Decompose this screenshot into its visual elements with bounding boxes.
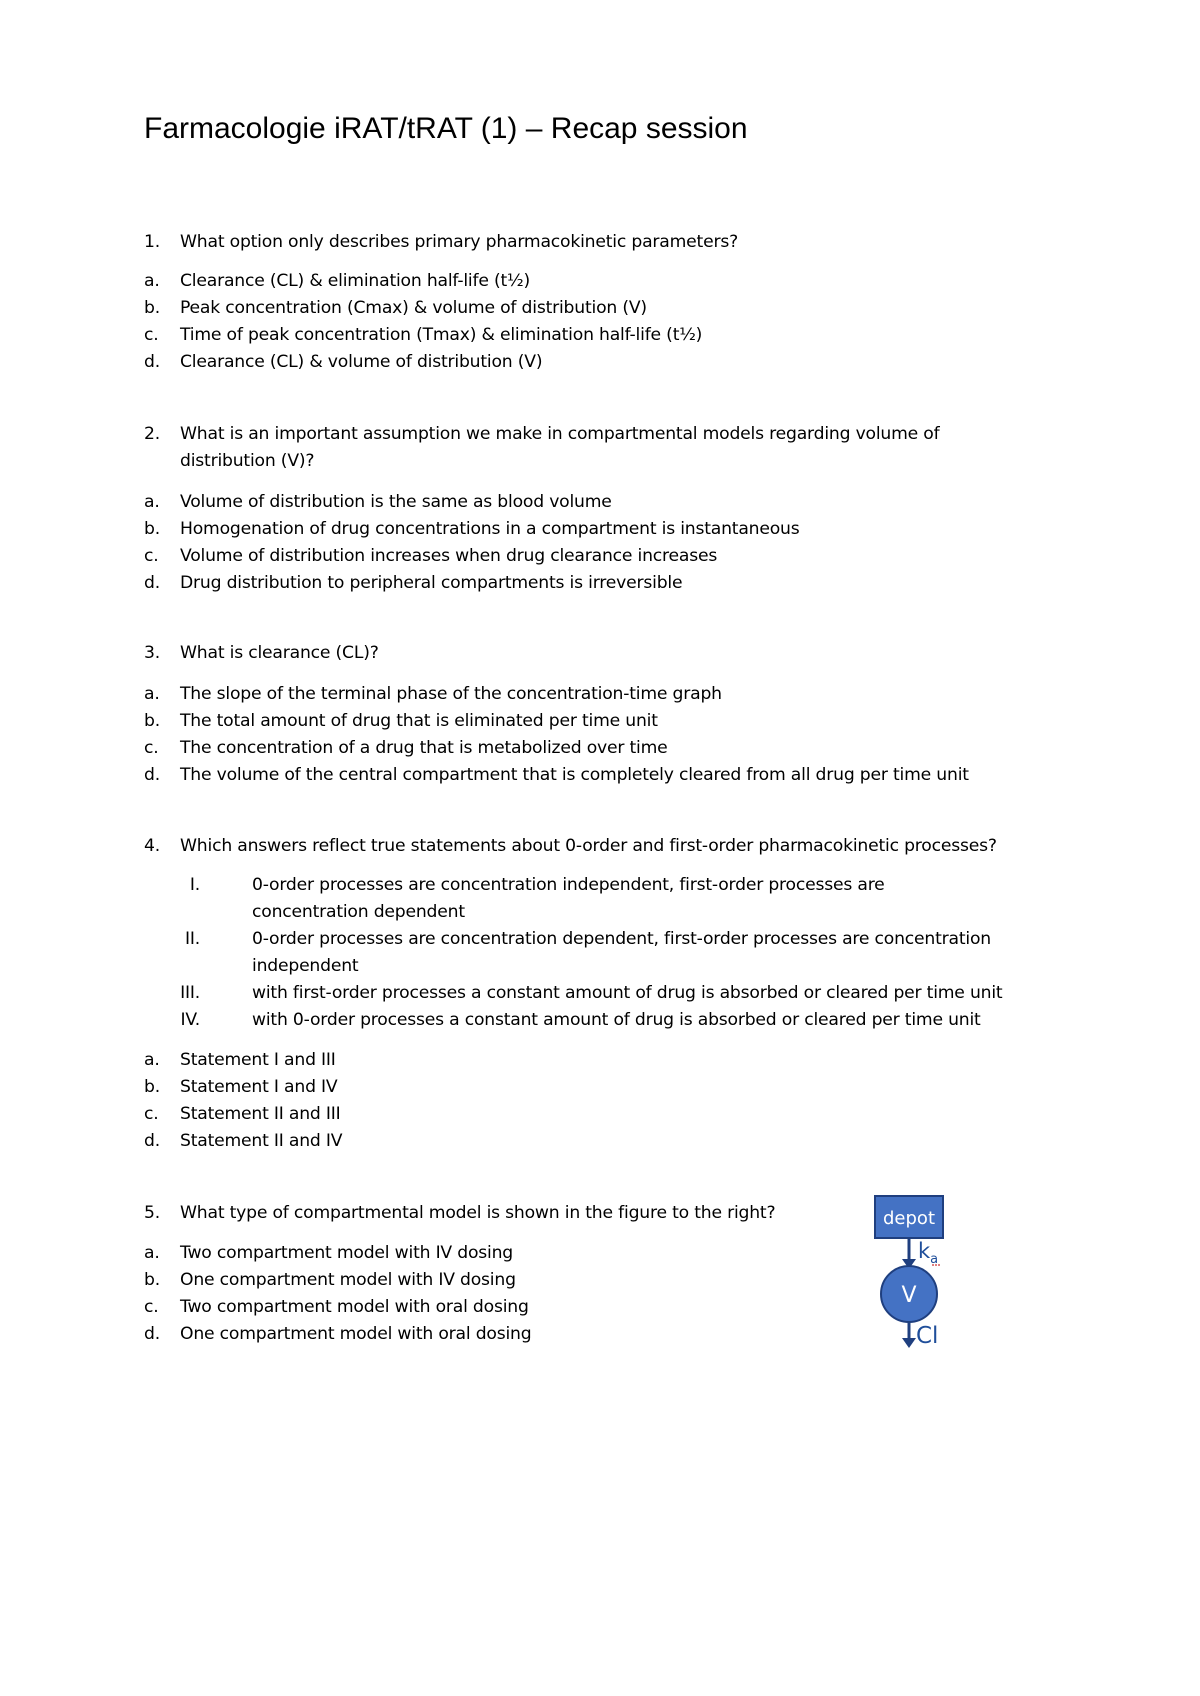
- option-marker: b.: [144, 1270, 160, 1290]
- question-number: 4.: [144, 836, 160, 856]
- option-marker: b.: [144, 519, 160, 539]
- option-marker: a.: [144, 684, 160, 704]
- clearance-label: Cl: [916, 1323, 939, 1349]
- page-title: Farmacologie iRAT/tRAT (1) – Recap session: [144, 112, 748, 145]
- question-number: 5.: [144, 1203, 160, 1223]
- option-text: Peak concentration (Cmax) & volume of distribution (V): [180, 298, 647, 318]
- clearance-arrowhead: [902, 1338, 916, 1348]
- option-text: The concentration of a drug that is metabolized over time: [180, 738, 668, 758]
- statement-marker: III.: [180, 983, 200, 1003]
- question-text: What option only describes primary pharmacokinetic parameters?: [180, 232, 738, 252]
- option-text: Statement I and IV: [180, 1077, 338, 1097]
- option-marker: b.: [144, 711, 160, 731]
- rate-subscript: a: [930, 1252, 939, 1267]
- option-text: Homogenation of drug concentrations in a compartment is instantaneous: [180, 519, 800, 539]
- option-text: The volume of the central compartment that is completely cleared from all drug per time unit: [180, 765, 969, 785]
- option-marker: c.: [144, 325, 159, 345]
- option-text: Statement II and IV: [180, 1131, 343, 1151]
- compartment-model-diagram: [872, 1193, 982, 1353]
- question-text: What is clearance (CL)?: [180, 643, 379, 663]
- option-marker: c.: [144, 546, 159, 566]
- option-marker: a.: [144, 492, 160, 512]
- question-number: 2.: [144, 424, 160, 444]
- option-text: One compartment model with IV dosing: [180, 1270, 516, 1290]
- question-text: Which answers reflect true statements about 0-order and first-order pharmacokinetic processes?: [180, 836, 997, 856]
- option-marker: d.: [144, 1131, 160, 1151]
- depot-label: depot: [883, 1208, 935, 1229]
- question-number: 3.: [144, 643, 160, 663]
- option-marker: d.: [144, 573, 160, 593]
- option-text: One compartment model with oral dosing: [180, 1324, 532, 1344]
- question-text-continued: distribution (V)?: [180, 451, 315, 471]
- statement-text: 0-order processes are concentration dependent, first-order processes are concentration: [252, 929, 991, 949]
- option-text: Time of peak concentration (Tmax) & elimination half-life (t½): [180, 325, 703, 345]
- statement-text-continued: independent: [252, 956, 359, 976]
- statement-text: with 0-order processes a constant amount of drug is absorbed or cleared per time unit: [252, 1010, 981, 1030]
- option-marker: d.: [144, 352, 160, 372]
- option-marker: b.: [144, 1077, 160, 1097]
- option-text: Statement I and III: [180, 1050, 336, 1070]
- option-marker: c.: [144, 1297, 159, 1317]
- option-marker: c.: [144, 1104, 159, 1124]
- option-text: Volume of distribution is the same as blood volume: [180, 492, 612, 512]
- option-text: The total amount of drug that is eliminated per time unit: [180, 711, 658, 731]
- question-text: What type of compartmental model is shown in the figure to the right?: [180, 1203, 776, 1223]
- question-number: 1.: [144, 232, 160, 252]
- option-marker: c.: [144, 738, 159, 758]
- statement-text-continued: concentration dependent: [252, 902, 465, 922]
- option-text: Two compartment model with oral dosing: [180, 1297, 529, 1317]
- rate-label: k: [918, 1239, 931, 1263]
- statement-marker: I.: [189, 875, 200, 895]
- statement-marker: IV.: [180, 1010, 200, 1030]
- option-marker: a.: [144, 1050, 160, 1070]
- option-text: Clearance (CL) & elimination half-life (t½): [180, 271, 530, 291]
- option-marker: d.: [144, 765, 160, 785]
- option-marker: a.: [144, 271, 160, 291]
- statement-text: with first-order processes a constant amount of drug is absorbed or cleared per time unit: [252, 983, 1003, 1003]
- statement-marker: II.: [184, 929, 200, 949]
- option-marker: a.: [144, 1243, 160, 1263]
- option-text: The slope of the terminal phase of the concentration-time graph: [180, 684, 722, 704]
- option-marker: d.: [144, 1324, 160, 1344]
- option-text: Clearance (CL) & volume of distribution (V): [180, 352, 543, 372]
- rate-constant-label: [918, 1239, 938, 1267]
- option-text: Drug distribution to peripheral compartments is irreversible: [180, 573, 683, 593]
- option-marker: b.: [144, 298, 160, 318]
- question-text: What is an important assumption we make in compartmental models regarding volume of: [180, 424, 940, 444]
- option-text: Statement II and III: [180, 1104, 341, 1124]
- option-text: Two compartment model with IV dosing: [180, 1243, 514, 1263]
- compartment-label: V: [901, 1283, 917, 1308]
- statement-text: 0-order processes are concentration independent, first-order processes are: [252, 875, 885, 895]
- option-text: Volume of distribution increases when drug clearance increases: [180, 546, 718, 566]
